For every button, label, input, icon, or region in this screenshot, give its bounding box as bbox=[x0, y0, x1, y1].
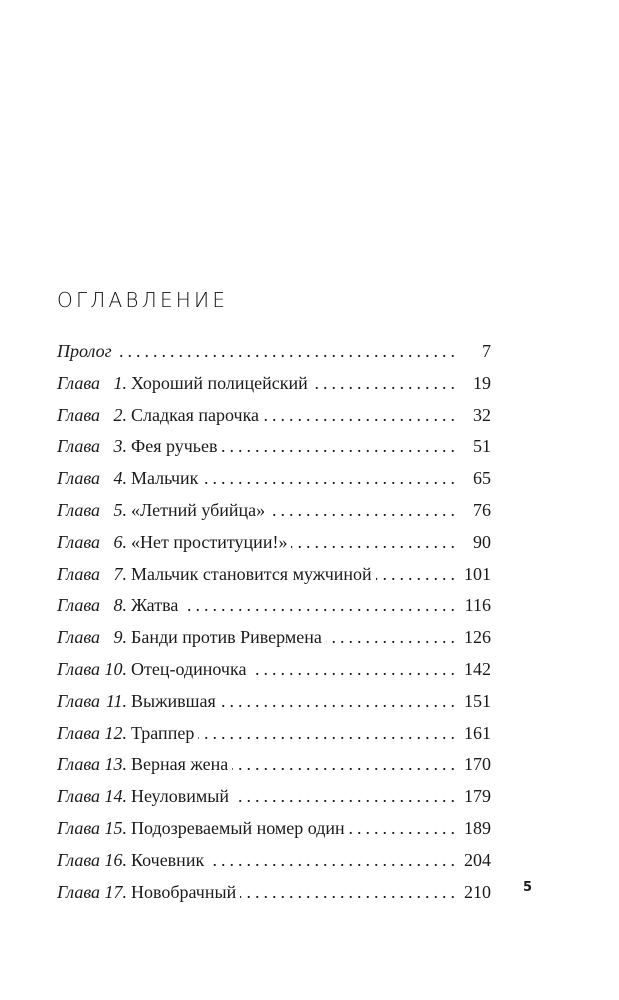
entry-page: 151 bbox=[464, 690, 491, 711]
chapter-word: Глава bbox=[57, 849, 101, 870]
chapter-number: 1. bbox=[113, 372, 127, 393]
entry-page: 32 bbox=[473, 404, 491, 425]
dot-leader bbox=[232, 749, 455, 781]
entry-page: 204 bbox=[464, 849, 491, 870]
entry-page: 170 bbox=[464, 754, 491, 775]
chapter-title: Мальчик становится мужчиной bbox=[131, 563, 372, 584]
chapter-number: 7. bbox=[113, 563, 127, 584]
dot-leader bbox=[291, 527, 455, 559]
dot-leader bbox=[198, 718, 455, 750]
chapter-title: Неуловимый bbox=[131, 786, 229, 807]
chapter-number: 16. bbox=[104, 849, 127, 870]
entry-page: 51 bbox=[473, 436, 491, 457]
entry-page: 90 bbox=[473, 531, 491, 552]
dot-leader bbox=[220, 686, 455, 718]
entry-page: 7 bbox=[482, 341, 491, 361]
entry-page: 126 bbox=[464, 627, 491, 648]
chapter-number: 10. bbox=[104, 658, 127, 679]
chapter-number: 8. bbox=[113, 595, 127, 616]
page-title: ОГЛАВЛЕНИЕ bbox=[57, 288, 229, 312]
dot-leader bbox=[208, 845, 455, 877]
chapter-title: Жатва bbox=[131, 595, 179, 616]
dot-leader bbox=[326, 622, 455, 654]
toc-entry[interactable] bbox=[57, 495, 491, 527]
chapter-title: Отец-одиночка bbox=[131, 658, 247, 679]
chapter-word: Глава bbox=[57, 817, 101, 838]
chapter-word: Глава bbox=[57, 468, 101, 489]
toc-entry[interactable] bbox=[57, 749, 491, 781]
toc-entry[interactable] bbox=[57, 654, 491, 686]
toc-entry[interactable] bbox=[57, 622, 491, 654]
dot-leader bbox=[240, 877, 455, 909]
dot-leader bbox=[250, 654, 455, 686]
chapter-word: Глава bbox=[57, 722, 101, 743]
toc-entry-prologue[interactable] bbox=[57, 336, 491, 368]
chapter-number: 6. bbox=[113, 531, 127, 552]
chapter-number: 14. bbox=[104, 786, 127, 807]
chapter-word: Глава bbox=[57, 690, 101, 711]
chapter-word: Глава bbox=[57, 563, 101, 584]
chapter-word: Глава bbox=[57, 436, 101, 457]
chapter-number: 15. bbox=[104, 817, 127, 838]
toc-entry[interactable] bbox=[57, 813, 491, 845]
entry-page: 142 bbox=[464, 658, 491, 679]
entry-label: Пролог bbox=[57, 341, 112, 361]
toc-entry[interactable] bbox=[57, 559, 491, 591]
entry-page: 116 bbox=[464, 595, 491, 616]
dot-leader bbox=[263, 400, 455, 432]
toc-entry[interactable] bbox=[57, 527, 491, 559]
chapter-number: 17. bbox=[104, 881, 127, 902]
entry-page: 19 bbox=[473, 372, 491, 393]
toc-entry[interactable] bbox=[57, 368, 491, 400]
chapter-word: Глава bbox=[57, 786, 101, 807]
chapter-word: Глава bbox=[57, 881, 101, 902]
entry-page: 189 bbox=[464, 817, 491, 838]
chapter-title: Сладкая парочка bbox=[131, 404, 260, 425]
chapter-number: 12. bbox=[104, 722, 127, 743]
chapter-number: 2. bbox=[113, 404, 127, 425]
chapter-title: Мальчик bbox=[131, 468, 199, 489]
chapter-word: Глава bbox=[57, 499, 101, 520]
entry-page: 179 bbox=[464, 786, 491, 807]
chapter-word: Глава bbox=[57, 531, 101, 552]
toc-entry[interactable] bbox=[57, 781, 491, 813]
chapter-word: Глава bbox=[57, 658, 101, 679]
toc-entry[interactable] bbox=[57, 686, 491, 718]
dot-leader bbox=[349, 813, 455, 845]
chapter-number: 9. bbox=[113, 627, 127, 648]
chapter-number: 3. bbox=[113, 436, 127, 457]
page-number: 5 bbox=[523, 880, 533, 895]
entry-page: 161 bbox=[464, 722, 491, 743]
chapter-word: Глава bbox=[57, 754, 101, 775]
chapter-title: Выжившая bbox=[131, 690, 216, 711]
chapter-number: 4. bbox=[113, 468, 127, 489]
toc-entry[interactable] bbox=[57, 463, 491, 495]
toc-entry[interactable] bbox=[57, 877, 491, 909]
entry-page: 101 bbox=[464, 563, 491, 584]
dot-leader bbox=[202, 463, 455, 495]
dot-leader bbox=[116, 336, 455, 368]
toc-entry[interactable] bbox=[57, 400, 491, 432]
chapter-title: «Летний убийца» bbox=[131, 499, 266, 520]
chapter-word: Глава bbox=[57, 627, 101, 648]
toc-entry[interactable] bbox=[57, 845, 491, 877]
table-of-contents bbox=[57, 336, 491, 908]
dot-leader bbox=[312, 368, 455, 400]
entry-page: 210 bbox=[464, 881, 491, 902]
chapter-number: 11. bbox=[105, 690, 127, 711]
chapter-title: Кочевник bbox=[131, 849, 205, 870]
chapter-title: Хороший полицейский bbox=[131, 372, 308, 393]
dot-leader bbox=[222, 431, 455, 463]
toc-entry[interactable] bbox=[57, 431, 491, 463]
entry-page: 65 bbox=[473, 468, 491, 489]
chapter-number: 13. bbox=[104, 754, 127, 775]
chapter-title: Верная жена bbox=[131, 754, 229, 775]
chapter-title: Подозреваемый номер один bbox=[131, 817, 345, 838]
dot-leader bbox=[376, 559, 455, 591]
toc-entry[interactable] bbox=[57, 718, 491, 750]
toc-entry[interactable] bbox=[57, 590, 491, 622]
chapter-title: Фея ручьев bbox=[131, 436, 218, 457]
entry-page: 76 bbox=[473, 499, 491, 520]
chapter-title: Траппер bbox=[131, 722, 195, 743]
chapter-word: Глава bbox=[57, 372, 101, 393]
dot-leader bbox=[233, 781, 455, 813]
chapter-number: 5. bbox=[113, 499, 127, 520]
dot-leader bbox=[182, 590, 455, 622]
chapter-title: Новобрачный bbox=[131, 881, 237, 902]
dot-leader bbox=[269, 495, 455, 527]
chapter-title: «Нет проституции!» bbox=[131, 531, 288, 552]
chapter-word: Глава bbox=[57, 595, 101, 616]
chapter-title: Банди против Ривермена bbox=[131, 627, 322, 648]
chapter-word: Глава bbox=[57, 404, 101, 425]
